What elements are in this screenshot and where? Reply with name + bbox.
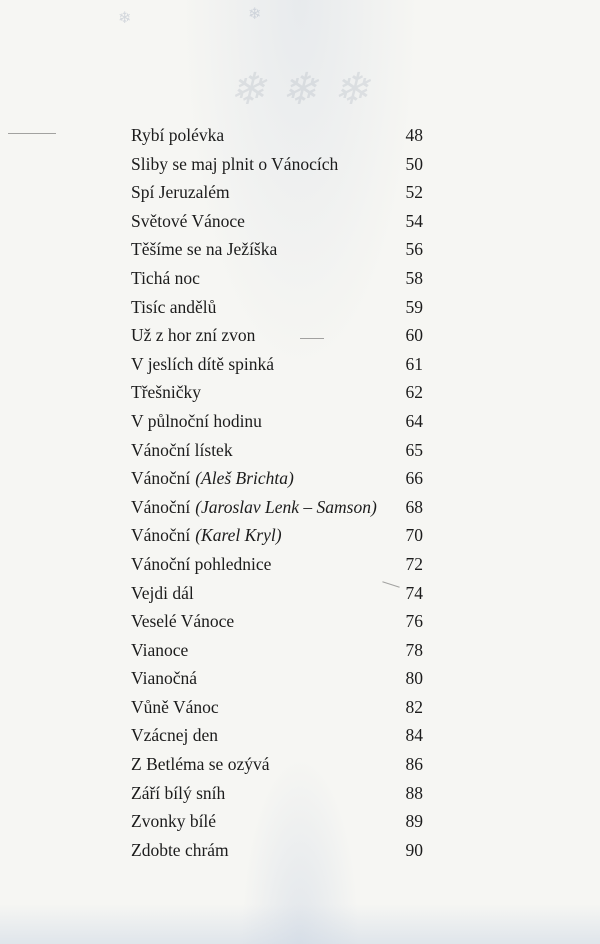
toc-entry-page-number: 89: [405, 811, 423, 832]
toc-entry-title: [131, 636, 188, 665]
toc-entry[interactable]: [131, 779, 423, 808]
toc-entry[interactable]: [131, 579, 423, 608]
song-title: Rybí polévka: [131, 125, 225, 145]
song-author: (Aleš Brichta): [195, 468, 294, 489]
song-title: Z Betléma se ozývá: [131, 754, 270, 775]
toc-entry[interactable]: [131, 607, 423, 636]
toc-entry-page-number: 59: [405, 296, 423, 317]
song-title: Vánoční lístek: [131, 439, 233, 460]
toc-entry-page-number: 65: [405, 439, 423, 460]
table-of-contents: [131, 121, 423, 864]
toc-entry-title: [131, 378, 201, 407]
toc-entry-page-number: 90: [405, 839, 423, 860]
song-title: Vejdi dál: [131, 582, 194, 603]
toc-entry-page-number: 56: [405, 239, 423, 260]
toc-entry[interactable]: [131, 464, 423, 493]
toc-entry[interactable]: [131, 264, 423, 293]
toc-entry-title: [131, 779, 225, 808]
toc-entry-title: [131, 350, 274, 379]
song-title: Světové Vánoce: [131, 210, 245, 231]
toc-entry-page-number: 60: [405, 325, 423, 346]
toc-entry-title: [131, 407, 262, 436]
toc-entry[interactable]: [131, 721, 423, 750]
toc-entry[interactable]: [131, 750, 423, 779]
toc-entry-title: [131, 721, 218, 750]
show-through-heading: ❄ ❄ ❄: [228, 65, 372, 114]
toc-entry-page-number: 48: [405, 125, 423, 145]
song-title: Září bílý sníh: [131, 782, 226, 803]
toc-entry-title: [131, 607, 234, 636]
song-title: V půlnoční hodinu: [131, 410, 262, 431]
toc-entry-title: [131, 178, 230, 207]
toc-entry-title: [131, 436, 233, 465]
toc-entry[interactable]: [131, 207, 423, 236]
song-title: Vánoční pohlednice: [131, 553, 272, 574]
song-title: V jeslích dítě spinká: [131, 353, 275, 374]
toc-entry[interactable]: [131, 550, 423, 579]
toc-entry-page-number: 74: [405, 582, 423, 603]
toc-entry[interactable]: [131, 235, 423, 264]
toc-entry-page-number: 61: [405, 353, 423, 374]
toc-entry[interactable]: [131, 521, 423, 550]
toc-entry-page-number: 86: [405, 754, 423, 775]
song-title: Sliby se maj plnit o Vánocích: [131, 153, 339, 174]
toc-entry[interactable]: [131, 378, 423, 407]
toc-entry[interactable]: [131, 807, 423, 836]
song-title: Vianoce: [131, 639, 189, 660]
song-title: Vánoční: [131, 496, 191, 517]
song-title: Vánoční: [131, 468, 191, 489]
toc-entry-title: [131, 836, 229, 865]
ink-mark: [8, 133, 56, 134]
toc-entry[interactable]: [131, 693, 423, 722]
frosted-border: [0, 904, 600, 944]
toc-entry-page-number: 58: [405, 267, 423, 288]
toc-entry[interactable]: [131, 664, 423, 693]
song-title: Veselé Vánoce: [131, 611, 235, 632]
toc-entry-title: [131, 550, 271, 579]
snowflake-icon: ❄: [248, 6, 262, 23]
song-title: Těšíme se na Ježíška: [131, 239, 278, 260]
snowflake-icon: ❄: [118, 10, 132, 27]
song-author: (Jaroslav Lenk – Samson): [195, 496, 377, 517]
song-title: Vánoční: [131, 525, 191, 546]
toc-entry-title: [131, 807, 216, 836]
toc-entry-page-number: 68: [405, 496, 423, 517]
toc-entry[interactable]: [131, 178, 423, 207]
toc-entry[interactable]: [131, 350, 423, 379]
toc-entry-page-number: 50: [405, 153, 423, 174]
toc-entry-title: [131, 664, 197, 693]
toc-entry[interactable]: [131, 436, 423, 465]
toc-entry[interactable]: [131, 636, 423, 665]
toc-entry-title: [131, 493, 377, 522]
toc-entry-page-number: 72: [405, 553, 423, 574]
song-title: Třešničky: [131, 382, 201, 403]
toc-entry[interactable]: [131, 493, 423, 522]
song-title: Vůně Vánoc: [131, 696, 219, 717]
song-title: Spí Jeruzalém: [131, 182, 230, 203]
toc-entry[interactable]: [131, 150, 423, 179]
toc-entry-page-number: 54: [405, 210, 423, 231]
toc-entry-page-number: 64: [405, 410, 423, 431]
toc-entry-page-number: 80: [405, 668, 423, 689]
song-title: Zvonky bílé: [131, 811, 217, 832]
toc-entry-title: [131, 121, 224, 150]
toc-entry-title: [131, 521, 282, 550]
toc-entry[interactable]: [131, 321, 423, 350]
toc-entry-page-number: 82: [405, 696, 423, 717]
song-title: Vianočná: [131, 668, 198, 689]
toc-entry-title: [131, 207, 245, 236]
toc-entry[interactable]: [131, 836, 423, 865]
toc-entry-page-number: 52: [405, 182, 423, 203]
toc-entry-title: [131, 579, 194, 608]
toc-entry-page-number: 78: [405, 639, 423, 660]
toc-entry-title: [131, 150, 338, 179]
toc-entry-title: [131, 264, 200, 293]
song-title: Tichá noc: [131, 267, 200, 288]
toc-entry-page-number: 66: [405, 468, 423, 489]
toc-entry-title: [131, 293, 216, 322]
song-title: Tisíc andělů: [131, 296, 217, 317]
toc-entry[interactable]: [131, 293, 423, 322]
song-title: Vzácnej den: [131, 725, 218, 746]
toc-entry-page-number: 84: [405, 725, 423, 746]
toc-entry-title: [131, 693, 219, 722]
toc-entry-title: [131, 750, 270, 779]
song-title: Zdobte chrám: [131, 839, 229, 860]
toc-entry-page-number: 70: [405, 525, 423, 546]
toc-entry-title: [131, 321, 255, 350]
toc-entry-page-number: 76: [405, 611, 423, 632]
song-title: Už z hor zní zvon: [131, 325, 256, 346]
toc-entry-page-number: 88: [405, 782, 423, 803]
toc-entry[interactable]: [131, 121, 423, 150]
toc-entry[interactable]: [131, 407, 423, 436]
toc-entry-page-number: 62: [405, 382, 423, 403]
toc-entry-title: [131, 464, 294, 493]
song-author: (Karel Kryl): [195, 525, 282, 546]
toc-entry-title: [131, 235, 277, 264]
